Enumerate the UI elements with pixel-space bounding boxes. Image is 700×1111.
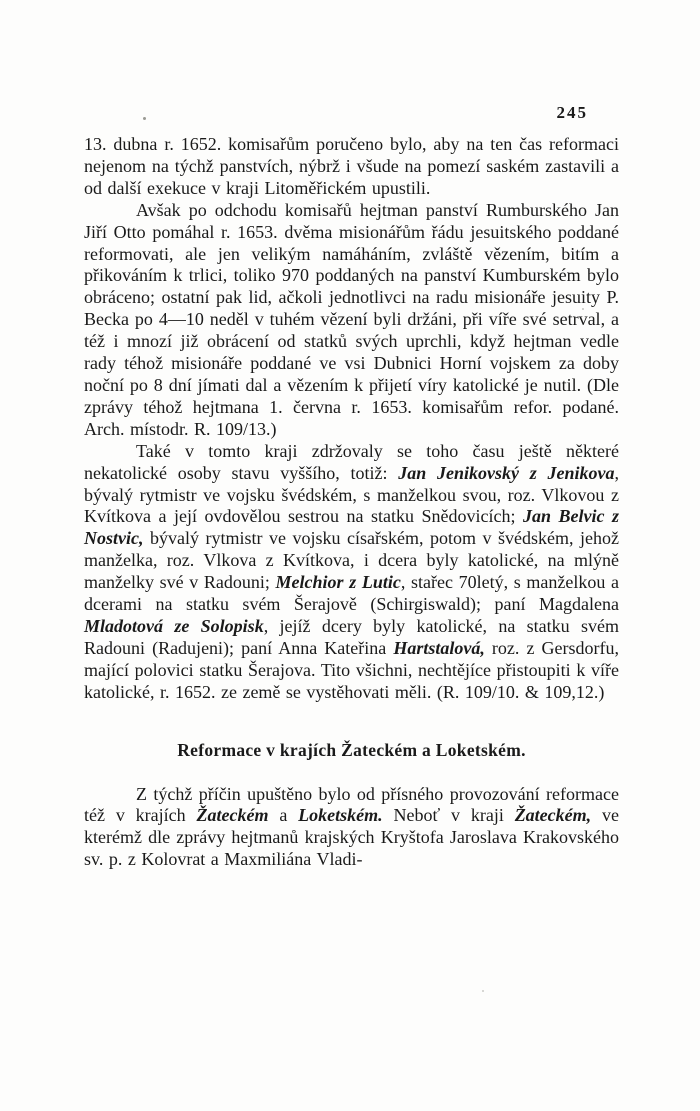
emphasized-name: Loketském.: [298, 805, 383, 826]
text-segment: Z týchž příčin upuštěno bylo od přísného provozování reformace též v krajích: [84, 783, 619, 826]
paragraph: [84, 441, 619, 704]
emphasized-name: Jan Jenikovský z Jenikova: [398, 462, 615, 483]
body-paragraphs: [84, 134, 619, 704]
text-segment: Avšak po odchodu komisařů hejtman panství Rumburského Jan Jiří Otto pomáhal r. 1653. dvěma misionářům řádu jesuitského poddané reformovati, ale jen velikým namáháním, zvláště vězením, bitím a přikováním k trlici, toliko 970 poddaných na panství Kumburském bylo obráceno; ostatní pak lid, ačkoli jednotlivci na radu misionáře jesuity P. Becka po 4—10 neděl v tuhém vězení byli držáni, při víře své setrval, a též i mnozí již obrácení od statků svých uprchli, když hejtman vedle rady téhož misionáře poddané ve vsi Dubnici Horní vojskem za doby noční po 8 dní jímati dal a vězením k přijetí víry katolické je nutil. (Dle zprávy téhož hejtmana 1. června r. 1653. komisařům refor. podané. Arch. místodr. R. 109/13.): [84, 199, 619, 439]
page-content: [84, 134, 619, 871]
text-segment: 13. dubna r. 1652. komisařům poručeno bylo, aby na ten čas reformaci nejenom na týchž panstvích, nýbrž i všude na pomezí saském zastavili a od další exekuce v kraji Litoměřickém upustili.: [84, 134, 619, 198]
text-segment: a: [268, 805, 299, 826]
text-segment: Také v tomto kraji zdržovaly se toho času ještě některé nekatolické osoby stavu vyššího, totiž:: [84, 440, 619, 483]
scan-speck: [482, 990, 484, 992]
emphasized-name: Žateckém,: [514, 805, 592, 826]
section-paragraphs: [84, 784, 619, 872]
emphasized-name: Jan Belvic z Nostvic,: [84, 506, 619, 549]
paragraph: [84, 200, 619, 441]
text-segment: ve kterémž dle zprávy hejtmanů krajských Kryštofa Jaroslava Krakovského sv. p. z Kolovrat a Maxmiliána Vladi-: [84, 805, 619, 870]
page-number: 245: [556, 103, 588, 122]
paragraph: [84, 134, 619, 200]
paragraph: [84, 784, 619, 872]
text-segment: , bývalý rytmistr ve vojsku švédském, s manželkou svou, roz. Vlkovou z Kvítkova a její ovdovělou sestrou na statku Snědovicích;: [84, 462, 619, 527]
emphasized-name: Melchior z Lutic: [275, 572, 401, 593]
section-heading: Reformace v krajích Žateckém a Loketském.: [177, 739, 526, 760]
emphasized-name: Mladotová ze Solopisk: [84, 615, 264, 636]
text-segment: , stařec 70letý, s manželkou a dcerami na statku svém Šerajově (Schirgiswald); paní Magdalena: [84, 572, 619, 615]
text-segment: roz. z Gersdorfu, mající polovici statku Šerajova. Tito všichni, nechtějíce přistoupiti k víře katolické, r. 1652. ze země se vystěhovati měli. (R. 109/10. & 109,12.): [84, 637, 620, 702]
text-segment: Neboť v kraji: [382, 805, 515, 826]
emphasized-name: Hartstalová,: [393, 637, 485, 658]
emphasized-name: Žateckém: [196, 805, 269, 826]
text-segment: bývalý rytmistr ve vojsku císařském, potom v švédském, jehož manželka, roz. Vlkova z Kvítkova, i dcera byly katolické, na mlýně manželky své v Radouni;: [84, 528, 619, 593]
text-segment: , jejíž dcery byly katolické, na statku svém Radouni (Radujeni); paní Anna Kateřina: [84, 615, 620, 658]
